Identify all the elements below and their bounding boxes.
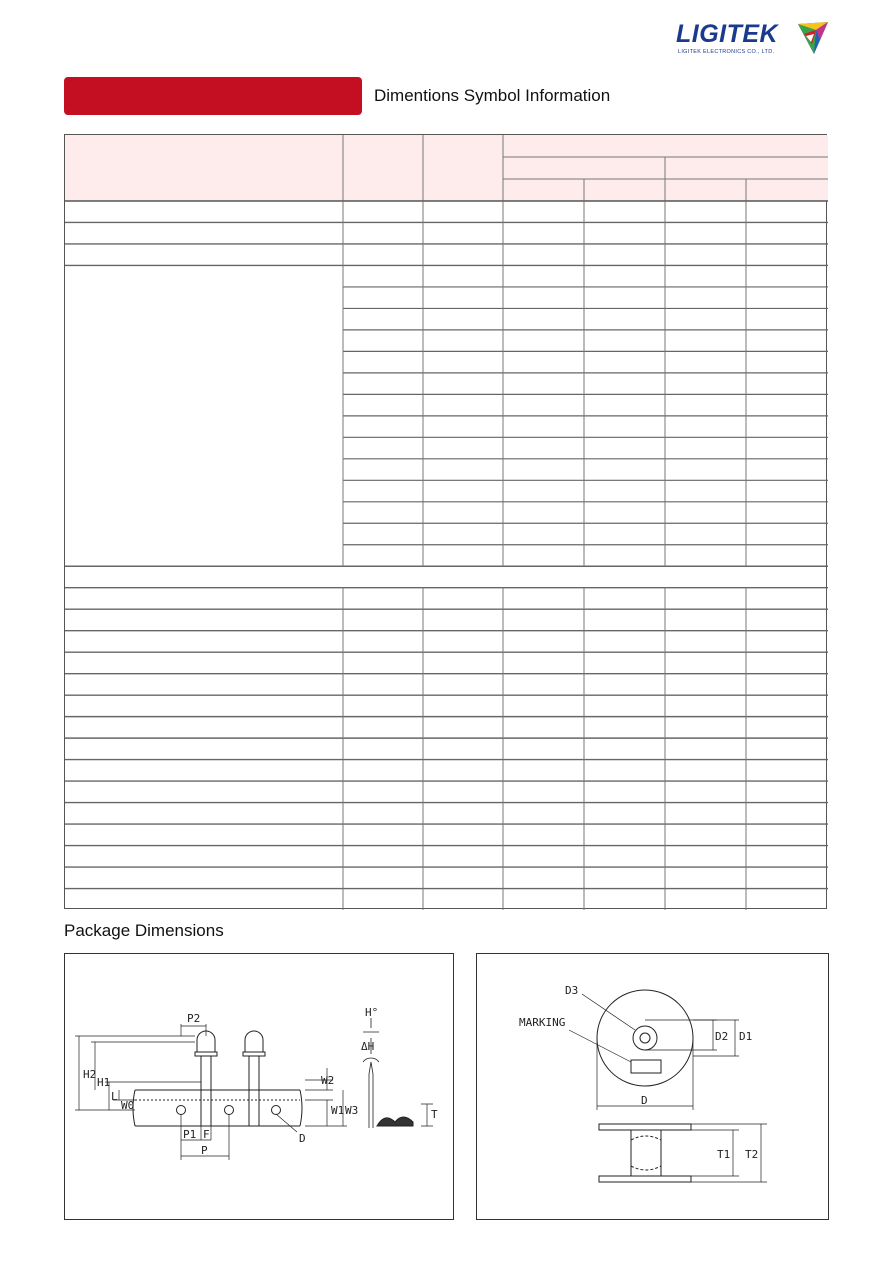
label-t1: T1 <box>717 1148 731 1161</box>
dimensions-symbol-table <box>64 134 827 909</box>
label-h2: H2 <box>83 1068 97 1081</box>
label-reel-d: D <box>641 1094 648 1107</box>
label-d2: D2 <box>715 1030 729 1043</box>
reel-diagram <box>476 953 829 1220</box>
label-w0: W0 <box>121 1099 135 1112</box>
label-d3: D3 <box>565 984 579 997</box>
label-p1: P1 <box>183 1128 197 1141</box>
brand-logo <box>676 20 830 60</box>
section-accent-bar <box>64 77 362 115</box>
label-d1: D1 <box>739 1030 753 1043</box>
table-grid <box>65 135 828 910</box>
label-f: F <box>203 1128 210 1141</box>
label-d: D <box>299 1132 306 1145</box>
reel-drawing <box>477 954 828 1219</box>
label-t: T <box>431 1108 438 1121</box>
brand-subtitle: LIGITEK ELECTRONICS CO., LTD. <box>678 49 775 55</box>
label-p: P <box>201 1144 208 1157</box>
label-l: L <box>111 1090 118 1103</box>
label-w3: W3 <box>345 1104 359 1117</box>
label-t2: T2 <box>745 1148 759 1161</box>
table-header-fill <box>65 135 828 201</box>
section-title: Dimentions Symbol Information <box>374 86 611 105</box>
brand-mark-icon <box>794 20 830 56</box>
label-p2: P2 <box>187 1012 201 1025</box>
label-delta-h: ΔH <box>361 1040 375 1053</box>
label-w1: W1 <box>331 1104 345 1117</box>
taping-drawing <box>65 954 453 1219</box>
label-marking: MARKING <box>519 1016 566 1029</box>
label-h1: H1 <box>97 1076 111 1089</box>
package-dimensions-title: Package Dimensions <box>64 921 224 940</box>
taping-diagram <box>64 953 454 1220</box>
label-w2: W2 <box>321 1074 335 1087</box>
label-h-angle: H° <box>365 1006 379 1019</box>
brand-name: LIGITEK <box>676 20 779 48</box>
